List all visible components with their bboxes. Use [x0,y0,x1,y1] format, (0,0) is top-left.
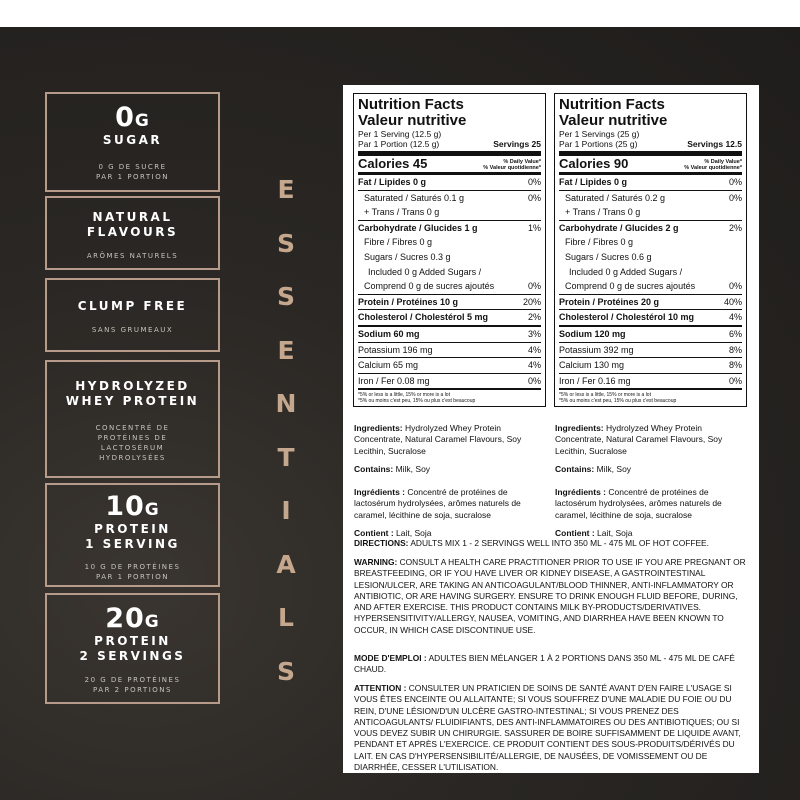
nf-title: Nutrition Facts [559,96,665,113]
nutrient-row: Potassium 196 mg 4% [358,343,541,359]
badge-title: HYDROLYZED WHEY PROTEIN [65,379,200,408]
nutrient-row: Fat / Lipides 0 g 0% [358,175,541,191]
nutrient-row: Calcium 65 mg 4% [358,358,541,374]
badge-subtitle: ARÔMES NATURELS [86,252,179,260]
mode-emploi: MODE D'EMPLOI : ADULTES BIEN MÉLANGER 1 À 2 PORTIONS DANS 350 ML - 475 ML DE CAFÉ CHAUD. [354,653,735,675]
nutrient-row: Included 0 g Added Sugars / [569,266,683,277]
nutrient-row: Sugars / Sucres 0.3 g [364,251,451,262]
badge-title: PROTEIN 2 SERVINGS [79,634,186,663]
ingredients-block: Ingredients: Hydrolyzed Whey Protein Concentrate, Natural Caramel Flavours, Soy Lecithin, Sucralose Contains: Milk, Soy Ingrédients : Concentré de protéines de lactosérum hydrolysées, arômes naturels de caramel, lécithine de soja, sucralose Contient : Lait, Soja [555,423,723,539]
ingredients-block: Ingredients: Hydrolyzed Whey Protein Concentrate, Natural Caramel Flavours, Soy Lecithin, Sucralose Contains: Milk, Soy Ingrédients : Concentré de protéines de lactosérum hydrolysées, arômes naturels de caramel, lécithine de soja, sucralose Contient : Lait, Soja [354,423,522,539]
badge-value: 20G [105,603,160,634]
badge-title: NATURAL FLAVOURS [86,210,179,239]
footnote: *5% or less is a little, 15% or more is a lot *5% ou moins c'est peu, 15% ou plus c'est beaucoup [559,392,677,405]
attention: ATTENTION : CONSULTER UN PRATICIEN DE SOINS DE SANTÉ AVANT D'EN FAIRE L'USAGE SI VOUS ÊTES ENCEINTE OU ALLAITANTE; SI VOUS SOUFFREZ D'UNE MALADIE DU FOIE OU DU REIN, D'UNE LÉSION/D'UN ULCÈRE GASTRO-INTESTINAL; SI VOUS PRENEZ DES ANTICOAGULANTS/ FLUIDIFIANTS, DES ANTI-INFLAMMATOIRES OU DES ANTIBIOTIQUES; OU SI VOUS DEVEZ SUBIR UN CHIRURGIE. SASSURER DE BOIRE SUFFISAMMENT DE LIQUIDE AVANT, PENDANT ET APRÈS L'EXERCICE. CE PRODUIT CONTIENT DES SOUS-PRODUITS/DÉRIVÉS DU LAIT. EN CAS D'HYPERSENSIBILITÉ/ALLERGIE, DE NAUSÉES, DE VOMISSEMENT OU DE DIARRHÉE, CESSER L'UTILISATION. [354,683,741,773]
nutrition-facts-table-1-serving [353,93,546,407]
badge-subtitle: CONCENTRÉ DE PROTÉINES DE LACTOSÉRUM HYDROLYSÉES [95,424,170,462]
nutrient-row: Sugars / Sucres 0.6 g [565,251,652,262]
serving-size: Per 1 Serving (12.5 g) Par 1 Portion (12.5 g) Servings 25 [358,129,541,149]
warning: WARNING: CONSULT A HEALTH CARE PRACTITIONER PRIOR TO USE IF YOU ARE PREGNANT OR BREASTFEEDING, OR IF YOU HAVE LIVER OR KIDNEY DISEASE, A GASTROINTESTINAL LESION/ULCER, ARE TAKING AN ANTICOAGULANT/BLOOD THINNER, ANTI-INFLAMMATORY OR ANTIBIOTIC, OR ARE HAVING SURGERY. ENSURE TO DRINK ENOUGH FLUID BEFORE, DURING, AND AFTER EXERCISE. THIS PRODUCT CONTAINS MILK BY-PRODUCTS/DERIVATIVES. HYPERSENSITIVITY/ALLERGY, NAUSEA, VOMITING, AND DIARRHEA HAVE BEEN KNOWN TO OCCUR, IN WHICH CASE DISCONTINUE USE. [354,557,746,635]
nutrient-row: Sodium 60 mg 3% [358,327,541,343]
nutrient-row: Carbohydrate / Glucides 2 g 2% [559,222,742,233]
calories-row: Calories 45 % Daily Value* % Valeur quotidienne* [358,156,541,175]
nutrient-row: Potassium 392 mg 8% [559,343,742,359]
nutrient-row: Comprend 0 g de sucres ajoutés 0% [358,279,541,295]
badge-protein-2-servings [45,593,220,704]
serving-size: Per 1 Servings (25 g) Par 1 Portions (25 g) Servings 12.5 [559,129,742,149]
nf-title-fr: Valeur nutritive [559,112,668,129]
nutrient-row: Included 0 g Added Sugars / [368,266,482,277]
badge-subtitle: 20 G DE PROTÉINES PAR 2 PORTIONS [84,676,181,694]
nutrient-row: Saturated / Saturés 0.1 g 0% [364,192,541,203]
nutrient-row: Iron / Fer 0.16 mg 0% [559,374,742,391]
badge-value: 0G [115,102,150,133]
nutrient-row: + Trans / Trans 0 g [358,205,541,221]
nutrient-row: Cholesterol / Cholestérol 10 mg 4% [559,310,742,327]
nutrient-row: Saturated / Saturés 0.2 g 0% [565,192,742,203]
nutrient-row: Protein / Protéines 10 g 20% [358,295,541,311]
nutrition-facts-table-2-servings [554,93,747,407]
nutrient-row: Comprend 0 g de sucres ajoutés 0% [559,279,742,295]
nf-title: Nutrition Facts [358,96,464,113]
badge-sugar [45,92,220,192]
badge-protein-1-serving [45,483,220,587]
nutrient-row: Protein / Protéines 20 g 40% [559,295,742,311]
product-panel [0,27,800,800]
badge-title: PROTEIN 1 SERVING [85,522,180,551]
nutrient-row: Carbohydrate / Glucides 1 g 1% [358,222,541,233]
essentials-vertical-text: E S S E N T I A L S [275,175,297,686]
nutrient-row: Fibre / Fibres 0 g [364,237,433,248]
nutrient-row: Cholesterol / Cholestérol 5 mg 2% [358,310,541,327]
badge-natural-flavours [45,196,220,270]
badge-title: CLUMP FREE [77,299,188,313]
nutrient-row: Calcium 130 mg 8% [559,358,742,374]
nutrient-row: Sodium 120 mg 6% [559,327,742,343]
calories-row: Calories 90 % Daily Value* % Valeur quotidienne* [559,156,742,175]
badge-subtitle: 10 G DE PROTÉINES PAR 1 PORTION [84,563,181,581]
badge-subtitle: SANS GRUMEAUX [91,326,174,334]
nutrient-row: Iron / Fer 0.08 mg 0% [358,374,541,391]
badge-title: SUGAR [102,133,163,147]
nutrition-label [343,85,759,773]
nutrient-row: + Trans / Trans 0 g [559,205,742,221]
nf-title-fr: Valeur nutritive [358,112,467,129]
directions: DIRECTIONS: ADULTS MIX 1 - 2 SERVINGS WELL INTO 350 ML - 475 ML OF HOT COFFEE. [354,538,709,548]
badge-hydrolyzed-whey [45,360,220,478]
badge-clump-free [45,278,220,352]
nutrient-row: Fibre / Fibres 0 g [565,237,634,248]
footnote: *5% or less is a little, 15% or more is a lot *5% ou moins c'est peu, 15% ou plus c'est beaucoup [358,392,476,405]
nutrient-row: Fat / Lipides 0 g 0% [559,175,742,191]
badge-subtitle: 0 G DE SUCRE PAR 1 PORTION [95,163,169,181]
badge-value: 10G [105,491,160,522]
